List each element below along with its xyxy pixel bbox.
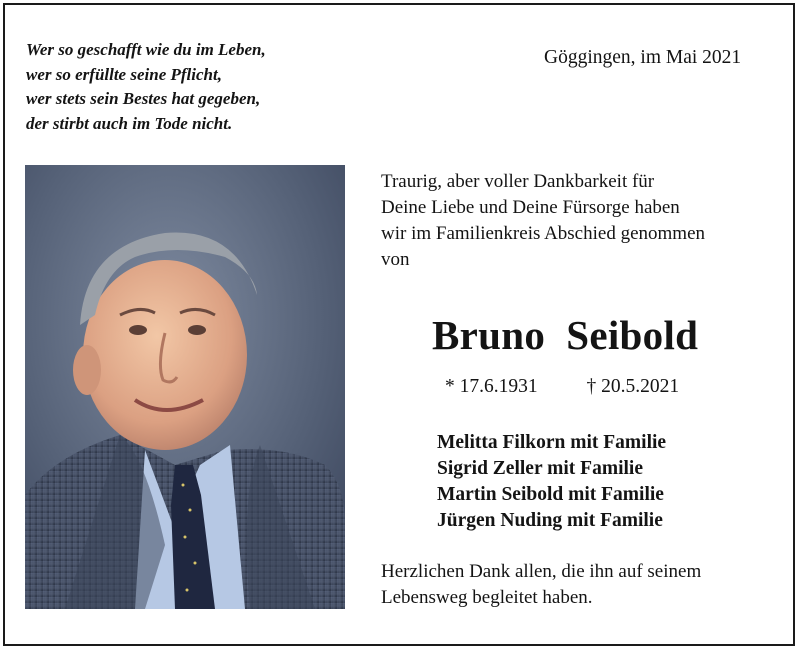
mourners-list	[437, 430, 666, 534]
verse-line: Wer so geschafft wie du im Leben,	[26, 40, 266, 59]
thanks-text	[381, 559, 701, 611]
mourner-entry: Melitta Filkorn mit Familie	[437, 432, 667, 453]
verse-line: wer so erfüllte seine Pflicht,	[26, 64, 222, 84]
place-and-date: Göggingen, im Mai 2021	[544, 47, 742, 68]
intro-text	[381, 169, 705, 273]
death-date: † 20.5.2021	[586, 376, 680, 397]
intro-line: Deine Liebe und Deine Fürsorge haben	[381, 197, 680, 218]
mourner-entry: Jürgen Nuding mit Familie	[437, 510, 663, 531]
memorial-verse	[26, 38, 266, 136]
verse-line: der stirbt auch im Tode nicht.	[26, 113, 233, 133]
intro-line: von	[381, 249, 410, 270]
intro-line: Traurig, aber voller Dankbarkeit für	[381, 171, 655, 192]
mourner-entry: Sigrid Zeller mit Familie	[437, 458, 643, 479]
verse-line: wer stets sein Bestes hat gegeben,	[26, 89, 261, 108]
thanks-line: Herzlichen Dank allen, die ihn auf seinem	[381, 561, 702, 582]
obituary-notice	[3, 3, 795, 646]
intro-line: wir im Familienkreis Abschied genommen	[381, 223, 706, 244]
life-dates	[445, 376, 679, 398]
deceased-name: Bruno Seibold	[432, 312, 699, 358]
portrait-photo	[25, 165, 345, 609]
mourner-entry: Martin Seibold mit Familie	[437, 484, 664, 505]
birth-date: * 17.6.1931	[445, 376, 538, 397]
thanks-line: Lebensweg begleitet haben.	[381, 587, 593, 608]
